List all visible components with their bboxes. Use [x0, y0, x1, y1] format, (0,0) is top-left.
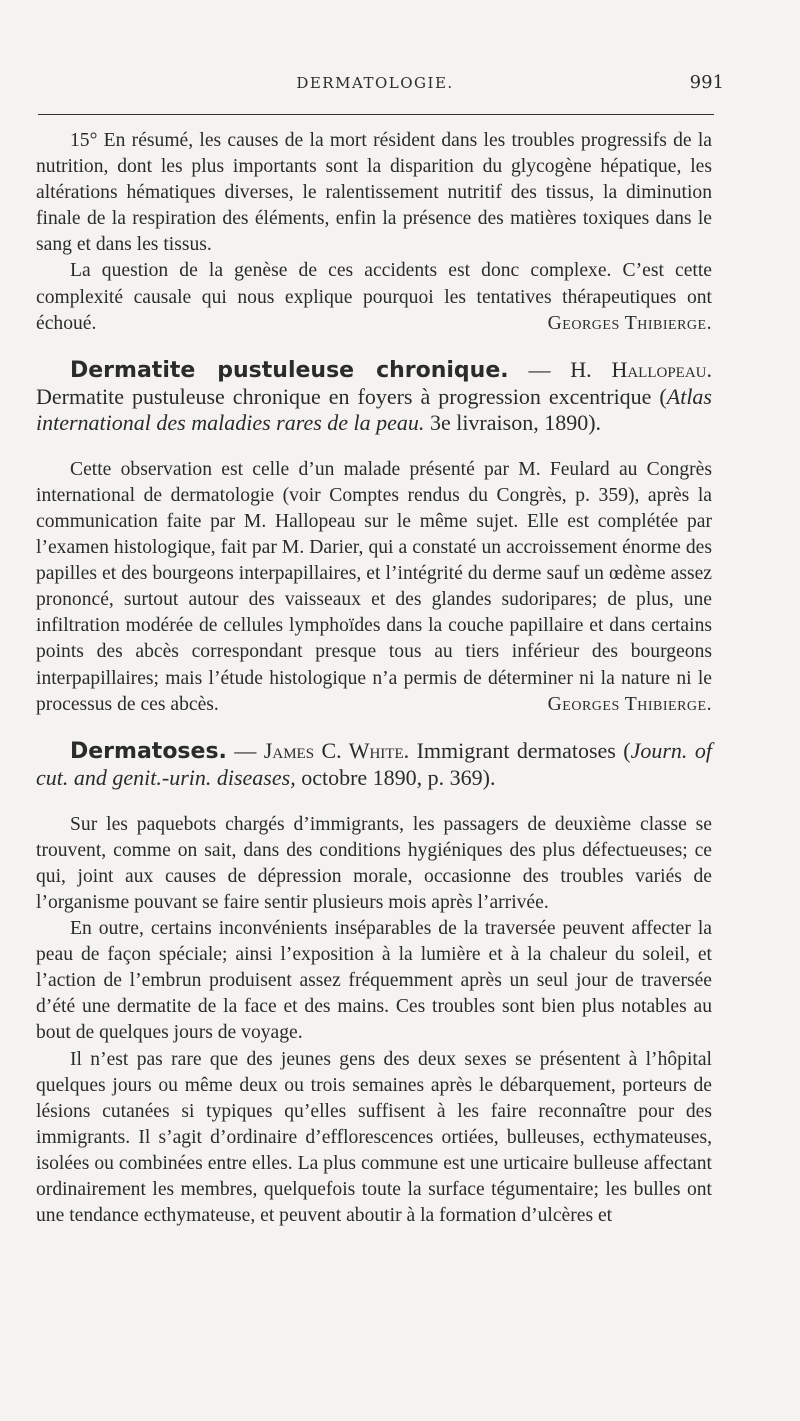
- page-body: [36, 128, 712, 1229]
- entry-source: Atlas international des maladies rares de la peau.: [36, 383, 712, 435]
- entry-author: H. Hallopeau.: [570, 356, 712, 382]
- entry-source-details: octobre 1890, p. 369).: [295, 764, 496, 790]
- closing-paragraph-2: [36, 258, 712, 336]
- signature-2: Georges Thibierge.: [547, 693, 712, 715]
- entry-paragraph: [36, 457, 712, 718]
- page-header: [36, 72, 724, 100]
- entry-source-details: 3e livraison, 1890).: [424, 409, 602, 435]
- page-number: 991: [689, 72, 724, 93]
- entry-dermatoses: [36, 738, 712, 1230]
- header-rule: [38, 114, 714, 115]
- entry-author: James C. White.: [263, 737, 410, 763]
- closing-paragraph-2-text: La question de la genèse de ces accidents est donc complexe. C’est cette complexité causale qui nous explique pourquoi les tentatives thérapeutiques ont échoué.: [36, 260, 712, 334]
- entry-paragraph-1: Sur les paquebots chargés d’immigrants, les passagers de deuxième classe se trouvent, comme on sait, dans des conditions hygiéniques des plus défectueuses; ce qui, joint aux causes de dépression morale, occasionne des troubles variés de l’organisme pouvant se faire sentir plusieurs mois après l’arrivée.: [36, 813, 712, 913]
- entry-paragraph-2: En outre, certains inconvénients inséparables de la traversée peuvent affecter la peau de façon spéciale; ainsi l’exposition à la lumière et à la chaleur du soleil, et l’action de l’embrun produisent assez fréquemment après un seul jour de traversée d’été une dermatite de la face et des mains. Ces troubles sont bien plus notables au bout de quelques jours de voyage.: [36, 918, 712, 1044]
- entry-dash: —: [508, 356, 571, 382]
- entry-paragraph-3: Il n’est pas rare que des jeunes gens des deux sexes se présentent à l’hôpital quelques jours ou même deux ou trois semaines après le débarquement, porteurs de lésions cutanées si typiques qu’elles suffisent à les faire reconnaître pour des immigrants. Il s’agit d’ordinaire d’efflorescences ortiées, bulleuses, ecthymateuses, isolées ou combinées entre elles. La plus commune est une urticaire bulleuse affectant ordinairement les membres, quelquefois toute la surface tégumentaire; les bulles ont une tendance ecthymateuse, et peuvent aboutir à la formation d’ulcères et: [36, 1048, 712, 1227]
- entry-title: Dermatite pustuleuse chronique en foyers à progression excentrique (: [36, 383, 667, 409]
- entry-title: Immigrant dermatoses (: [409, 737, 631, 763]
- entry-source: Journ. of cut. and genit.-urin. diseases,: [36, 737, 712, 790]
- entry-paragraph-text: Cette observation est celle d’un malade présenté par M. Feulard au Congrès international de dermatologie (voir Comptes rendus du Congrès, p. 359), après la communication faite par M. Hallopeau sur le même sujet. Elle est complétée par l’examen histologique, fait par M. Darier, qui a constaté un accroissement énorme des papilles et des bourgeons interpapillaires, et l’intégrité du derme sauf un œdème assez prononcé, surtout autour des vaisseaux et des glandes sudoripares; de plus, une infiltration modérée de cellules lymphoïdes dans la couche papillaire et dans certains points des abcès correspondant presque tous au tiers inférieur des bourgeons interpapillaires; mais l’étude histologique n’a permis de déterminer ni la nature ni le processus de ces abcès.: [36, 458, 712, 715]
- entry-dermatite-pustuleuse: [36, 357, 712, 718]
- entry-heading: [36, 357, 712, 436]
- running-title: DERMATOLOGIE.: [296, 74, 454, 92]
- entry-dash: —: [226, 737, 264, 763]
- closing-paragraph-1: 15° En résumé, les causes de la mort résident dans les troubles progressifs de la nutrition, dont les plus importants sont la disparition du glycogène hépatique, les altérations hématiques diverses, le ralentissement nutritif des tissus, la diminution finale de la respiration des éléments, enfin la présence des matières toxiques dans le sang et dans les tissus.: [36, 130, 712, 256]
- entry-term: Dermatoses.: [70, 738, 227, 764]
- signature-1: Georges Thibierge.: [547, 312, 712, 334]
- entry-term: Dermatite pustuleuse chronique.: [70, 357, 509, 383]
- entry-heading: [36, 738, 712, 791]
